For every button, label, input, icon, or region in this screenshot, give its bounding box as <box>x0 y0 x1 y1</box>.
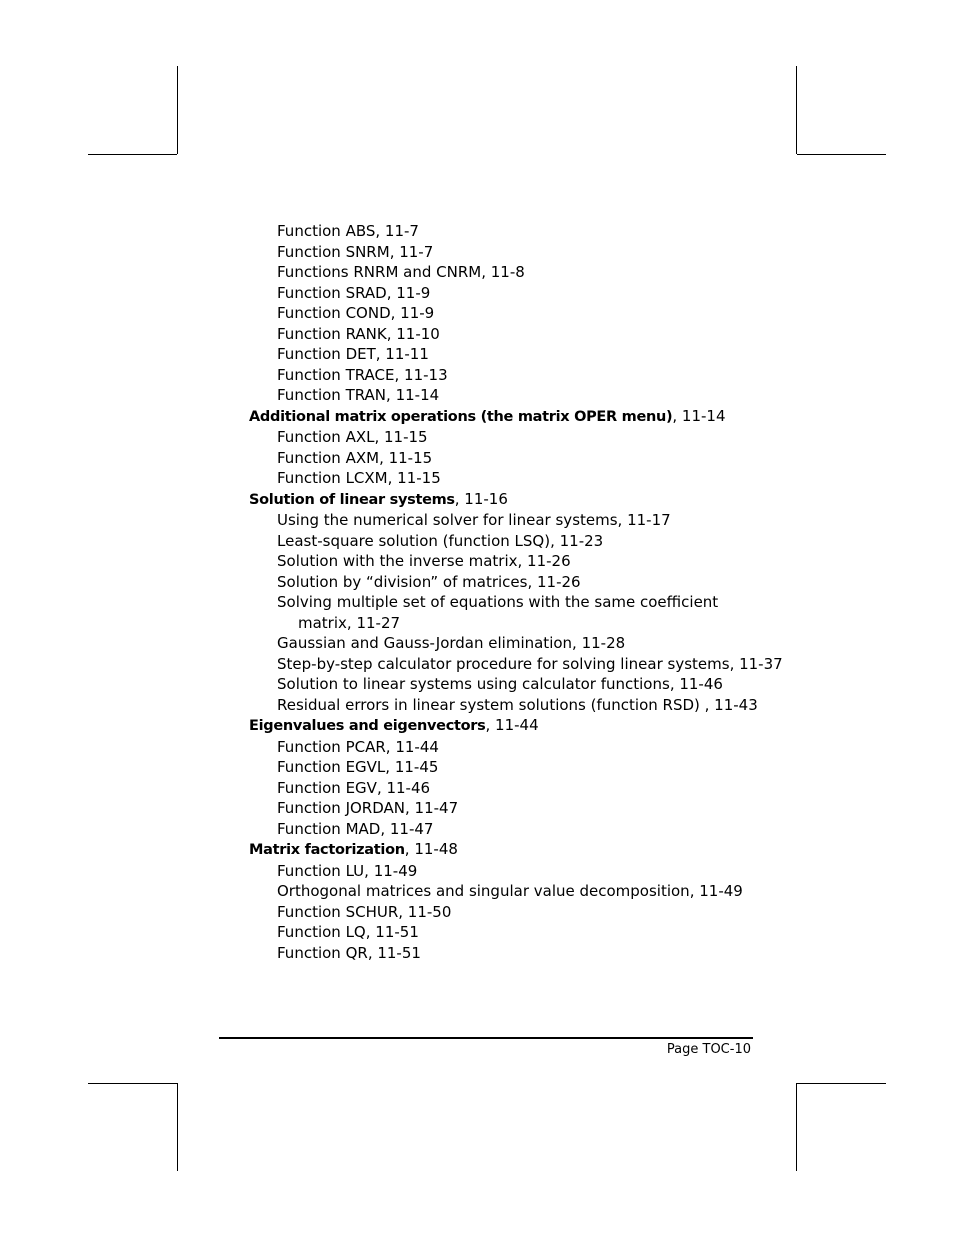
toc-entry-page: , 11-44 <box>485 716 539 734</box>
crop-mark-bottom-right-vertical <box>796 1083 797 1171</box>
toc-entry <box>249 798 809 819</box>
toc-entry-title: Solution to linear systems using calculator functions <box>277 675 670 693</box>
toc-entry <box>249 633 809 654</box>
toc-entry-page: , 11-46 <box>376 778 431 797</box>
toc-entry-page: , 11-10 <box>386 324 440 343</box>
toc-entry-page: , 11-49 <box>689 882 743 900</box>
toc-entry-title: Function JORDAN <box>277 799 405 817</box>
toc-entry-page: , 11-11 <box>375 345 429 363</box>
toc-entry-page: , 11-23 <box>550 531 604 550</box>
crop-mark-top-right-horizontal <box>797 154 886 155</box>
toc-entry-page: , 11-15 <box>379 448 433 467</box>
toc-entry-title: Step-by-step calculator procedure for solving linear systems <box>277 654 730 673</box>
toc-entry <box>249 242 809 263</box>
crop-mark-top-right-vertical <box>796 66 797 154</box>
footer-rule <box>219 1037 753 1039</box>
table-of-contents <box>249 221 809 963</box>
toc-entry-page: , 11-15 <box>374 428 428 446</box>
toc-entry-title: Function ABS <box>277 222 376 240</box>
toc-entry <box>249 572 809 593</box>
toc-entry-page: , 11-14 <box>386 386 440 404</box>
toc-entry-title: Function SNRM <box>277 242 390 261</box>
toc-entry-page: , 11-47 <box>380 819 434 838</box>
toc-entry-page: , 11-16 <box>454 489 508 508</box>
page-number: Page TOC-10 <box>666 1042 751 1057</box>
toc-entry-page: , 11-15 <box>387 469 441 487</box>
toc-entry-page: , 11-14 <box>672 406 726 425</box>
toc-entry <box>249 613 809 634</box>
toc-entry-title: Function AXM <box>277 448 380 467</box>
toc-entry <box>249 324 809 345</box>
toc-entry <box>249 531 809 552</box>
crop-mark-bottom-left-horizontal <box>88 1083 177 1084</box>
toc-entry-title: Solution by “division” of matrices <box>277 572 528 591</box>
toc-entry-title: Function SCHUR <box>277 902 399 921</box>
toc-entry <box>249 757 809 778</box>
toc-section-entry <box>249 839 809 861</box>
toc-entry-title: Function LQ <box>277 923 366 941</box>
toc-entry <box>249 468 809 489</box>
toc-entry-page: , 11-7 <box>375 222 419 240</box>
toc-entry-page: , 11-51 <box>365 923 419 941</box>
toc-entry <box>249 819 809 840</box>
toc-entry-page: , 11-43 <box>699 695 758 714</box>
toc-entry-page: , 11-48 <box>404 840 458 858</box>
toc-entry-title: Additional matrix operations (the matrix OPER menu) <box>249 408 673 425</box>
toc-entry-title: Function SRAD <box>277 283 387 302</box>
toc-entry <box>249 283 809 304</box>
toc-entry <box>249 551 809 572</box>
toc-entry-title: Solution of linear systems <box>249 491 455 508</box>
crop-mark-top-left-horizontal <box>88 154 177 155</box>
toc-entry-title: Residual errors in linear system solutions (function RSD) <box>277 695 700 714</box>
toc-entry-title: Function TRAN <box>277 386 387 404</box>
toc-entry <box>249 737 809 758</box>
toc-entry <box>249 922 809 943</box>
toc-entry <box>249 778 809 799</box>
toc-entry-title: Function COND <box>277 304 391 322</box>
toc-entry <box>249 510 809 531</box>
toc-entry <box>249 221 809 242</box>
toc-entry-page: , 11-26 <box>527 572 581 591</box>
toc-entry-title: Eigenvalues and eigenvectors <box>249 718 486 734</box>
toc-entry <box>249 943 809 964</box>
toc-entry-title: Function EGVL <box>277 758 386 776</box>
toc-entry <box>249 861 809 882</box>
toc-entry-page: , 11-47 <box>405 799 459 817</box>
toc-entry <box>249 695 809 716</box>
toc-entry-page: , 11-37 <box>729 654 783 673</box>
toc-entry <box>249 592 809 613</box>
toc-entry-page: , 11-44 <box>385 737 439 756</box>
toc-entry-page: , 11-9 <box>390 304 435 322</box>
toc-entry <box>249 448 809 469</box>
toc-entry-title: Matrix factorization <box>249 842 405 858</box>
toc-section-entry <box>249 489 809 511</box>
toc-entry-title: Gaussian and Gauss-Jordan elimination <box>277 634 573 652</box>
toc-entry-page: , 11-50 <box>398 902 452 921</box>
toc-entry-page: , 11-17 <box>617 511 671 529</box>
toc-entry-title: matrix <box>298 613 347 632</box>
toc-entry-title: Function LCXM <box>277 469 388 487</box>
toc-entry-title: Solution with the inverse matrix <box>277 552 518 570</box>
toc-entry-page: , 11-26 <box>517 552 571 570</box>
toc-entry-title: Function TRACE <box>277 365 395 384</box>
toc-entry <box>249 385 809 406</box>
toc-entry-title: Function AXL <box>277 428 375 446</box>
toc-entry <box>249 344 809 365</box>
crop-mark-bottom-left-vertical <box>177 1083 178 1171</box>
crop-mark-bottom-right-horizontal <box>797 1083 886 1084</box>
toc-entry-title: Orthogonal matrices and singular value decomposition <box>277 882 690 900</box>
toc-entry-page: , 11-46 <box>669 675 723 693</box>
toc-entry-page: , 11-13 <box>394 365 448 384</box>
toc-entry-title: Function PCAR <box>277 737 386 756</box>
toc-entry-page: , 11-45 <box>385 758 439 776</box>
toc-entry-title: Function QR <box>277 943 368 962</box>
toc-entry-page: , 11-7 <box>389 242 434 261</box>
toc-entry-title: Function RANK <box>277 324 387 343</box>
toc-entry-title: Function EGV <box>277 778 377 797</box>
toc-section-entry <box>249 406 809 428</box>
toc-entry-title: Function LU <box>277 861 365 880</box>
toc-section-entry <box>249 715 809 737</box>
toc-entry <box>249 365 809 386</box>
crop-mark-top-left-vertical <box>177 66 178 154</box>
toc-entry-title: Function MAD <box>277 819 381 838</box>
toc-entry <box>249 654 809 675</box>
toc-entry <box>249 674 809 695</box>
toc-entry-page: , 11-51 <box>367 943 421 962</box>
toc-entry-title: Functions RNRM and CNRM <box>277 263 482 281</box>
toc-entry-title: Function DET <box>277 345 376 363</box>
toc-entry <box>249 902 809 923</box>
toc-entry-title: Solving multiple set of equations with the same coefficient <box>277 593 719 611</box>
toc-entry <box>249 303 809 324</box>
toc-entry-page: , 11-27 <box>346 613 401 632</box>
toc-entry <box>249 427 809 448</box>
toc-entry-title: Least-square solution (function LSQ) <box>277 531 551 550</box>
toc-entry <box>249 881 809 902</box>
toc-entry <box>249 262 809 283</box>
toc-entry-page: , 11-49 <box>364 861 418 880</box>
toc-entry-page: , 11-28 <box>572 634 626 652</box>
toc-entry-title: Using the numerical solver for linear systems <box>277 511 618 529</box>
toc-entry-page: , 11-8 <box>481 263 525 281</box>
toc-entry-page: , 11-9 <box>386 283 431 302</box>
